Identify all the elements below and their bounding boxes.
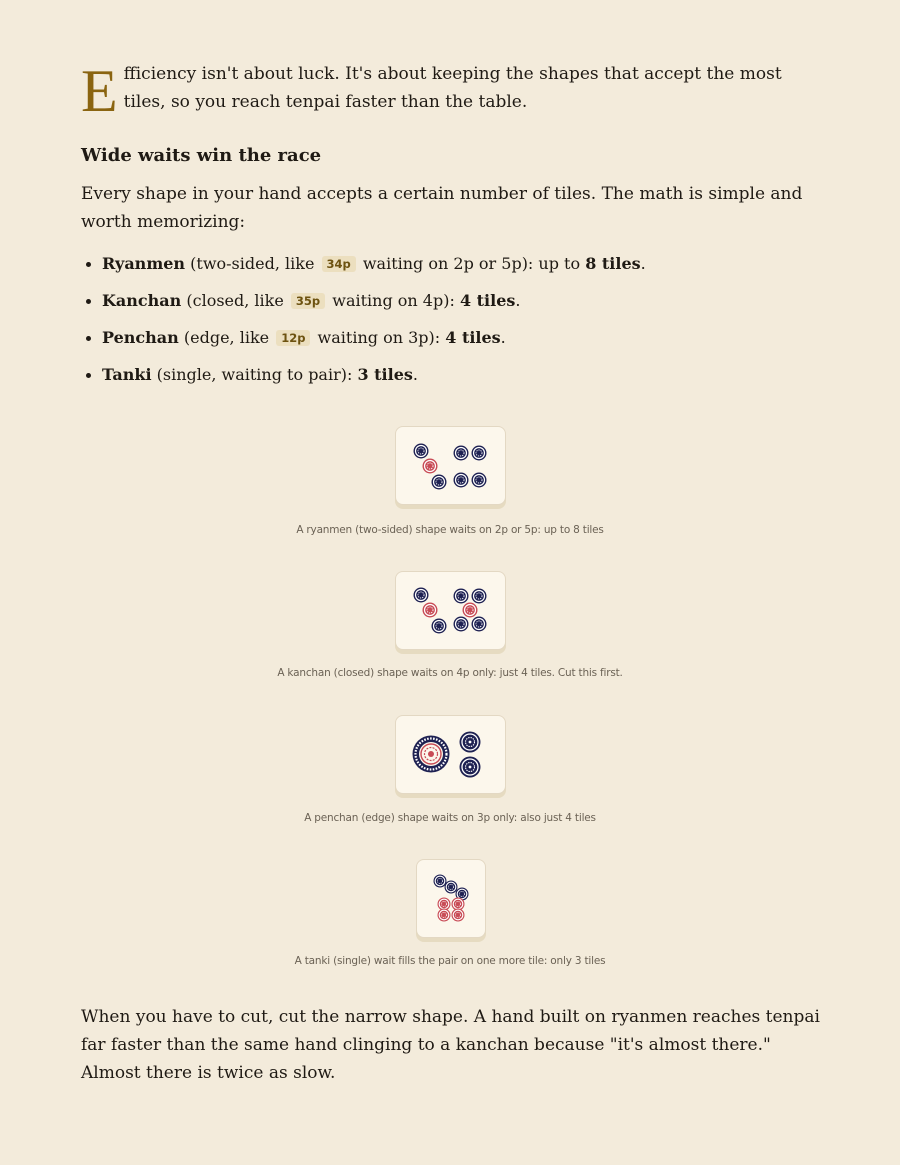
wait-desc: waiting on 3p):: [312, 328, 446, 347]
pin-dot: [460, 757, 481, 778]
wait-end: .: [640, 254, 646, 273]
wait-desc: waiting on 4p):: [327, 291, 460, 310]
pin-dot: [454, 589, 469, 604]
tile-count: 8 tiles: [585, 254, 641, 273]
wait-end: .: [500, 328, 506, 347]
lead-paragraph: [81, 58, 821, 124]
tile-pair-ryanmen: [395, 426, 506, 505]
tile-3p: [414, 588, 447, 634]
tile-pair-kanchan: [395, 571, 506, 650]
tile-count: 4 tiles: [445, 328, 501, 347]
figure-caption: A tanki (single) wait fills the pair on one more tile: only 3 tiles: [294, 955, 606, 967]
tile-3p: [414, 444, 447, 490]
pin-tile-7p-graphic: [417, 860, 485, 937]
intro-paragraph: Every shape in your hand accepts a certain number of tiles. The math is simple and worth memorizing:: [81, 184, 803, 232]
wait-name: Penchan: [102, 328, 179, 347]
wait-list: [81, 252, 821, 387]
wait-desc: (closed, like: [181, 291, 289, 310]
tile-4p: [454, 446, 487, 488]
tile-2p: [460, 732, 481, 778]
tile-5p: [454, 589, 487, 632]
pin-dot: [452, 909, 465, 922]
drop-cap: E: [81, 58, 118, 124]
wait-name: Tanki: [102, 365, 152, 384]
pin-dot: [454, 617, 469, 632]
pin-dot: [434, 875, 447, 888]
pin-dot: [472, 589, 487, 604]
pin-dot: [472, 617, 487, 632]
figure-caption: A ryanmen (two-sided) shape waits on 2p or 5p: up to 8 tiles: [296, 524, 604, 536]
bullet-dot: [86, 336, 91, 341]
wait-name: Ryanmen: [102, 254, 186, 273]
pin-tiles-1p-2p-graphic: [396, 716, 505, 793]
bullet-dot: [86, 262, 91, 267]
pin-dot: [423, 459, 438, 474]
pin-dot: [414, 444, 429, 459]
pin-dot: [423, 603, 438, 618]
tile-1p: [413, 736, 450, 773]
wait-desc: (two-sided, like: [185, 254, 320, 273]
pin-dot: [432, 619, 447, 634]
pin-dot: [454, 473, 469, 488]
wait-desc: waiting on 2p or 5p): up to: [357, 254, 586, 273]
section-heading: Wide waits win the race: [81, 145, 322, 166]
tile-chip: 34p: [322, 256, 356, 272]
tile-single-tanki: [416, 859, 486, 938]
pin-dot: [472, 446, 487, 461]
wait-end: .: [515, 291, 521, 310]
list-item-ryanmen: [81, 252, 821, 276]
pin-tiles-3p-5p-graphic: [396, 572, 505, 649]
tile-chip: 35p: [291, 293, 325, 309]
bullet-dot: [86, 299, 91, 304]
tile-pair-penchan: [395, 715, 506, 794]
list-item-kanchan: [81, 289, 821, 313]
tile-count: 3 tiles: [357, 365, 413, 384]
article-body: [81, 60, 821, 400]
wait-desc: (edge, like: [178, 328, 275, 347]
pin-dot: [460, 732, 481, 753]
list-item-penchan: [81, 326, 821, 350]
figure-caption: A kanchan (closed) shape waits on 4p only: just 4 tiles. Cut this first.: [277, 667, 623, 679]
pin-dot: [414, 588, 429, 603]
figure-caption: A penchan (edge) shape waits on 3p only: also just 4 tiles: [304, 812, 596, 824]
pin-dot: [454, 446, 469, 461]
pin-dot: [432, 475, 447, 490]
pin-dot: [438, 909, 451, 922]
pin-dot: [463, 603, 478, 618]
pin-dot: [472, 473, 487, 488]
tile-chip: 12p: [276, 330, 310, 346]
tile-count: 4 tiles: [459, 291, 516, 310]
pin-dot: [445, 881, 458, 894]
wait-end: .: [412, 365, 418, 384]
wait-name: Kanchan: [102, 291, 182, 310]
wait-desc: (single, waiting to pair):: [151, 365, 358, 384]
closing-paragraph: When you have to cut, cut the narrow shape. A hand built on ryanmen reaches tenpai far faster than the same hand clinging to a kanchan because "it's almost there." Almost there is twice as slow.: [81, 1007, 820, 1083]
bullet-dot: [86, 373, 91, 378]
list-item-tanki: [81, 363, 821, 387]
pin-tiles-3p-4p-graphic: [396, 427, 505, 504]
tile-7p: [434, 875, 469, 922]
lead-text: fficiency isn't about luck. It's about keeping the shapes that accept the most tiles, so you reach tenpai faster than the table.: [123, 64, 782, 112]
